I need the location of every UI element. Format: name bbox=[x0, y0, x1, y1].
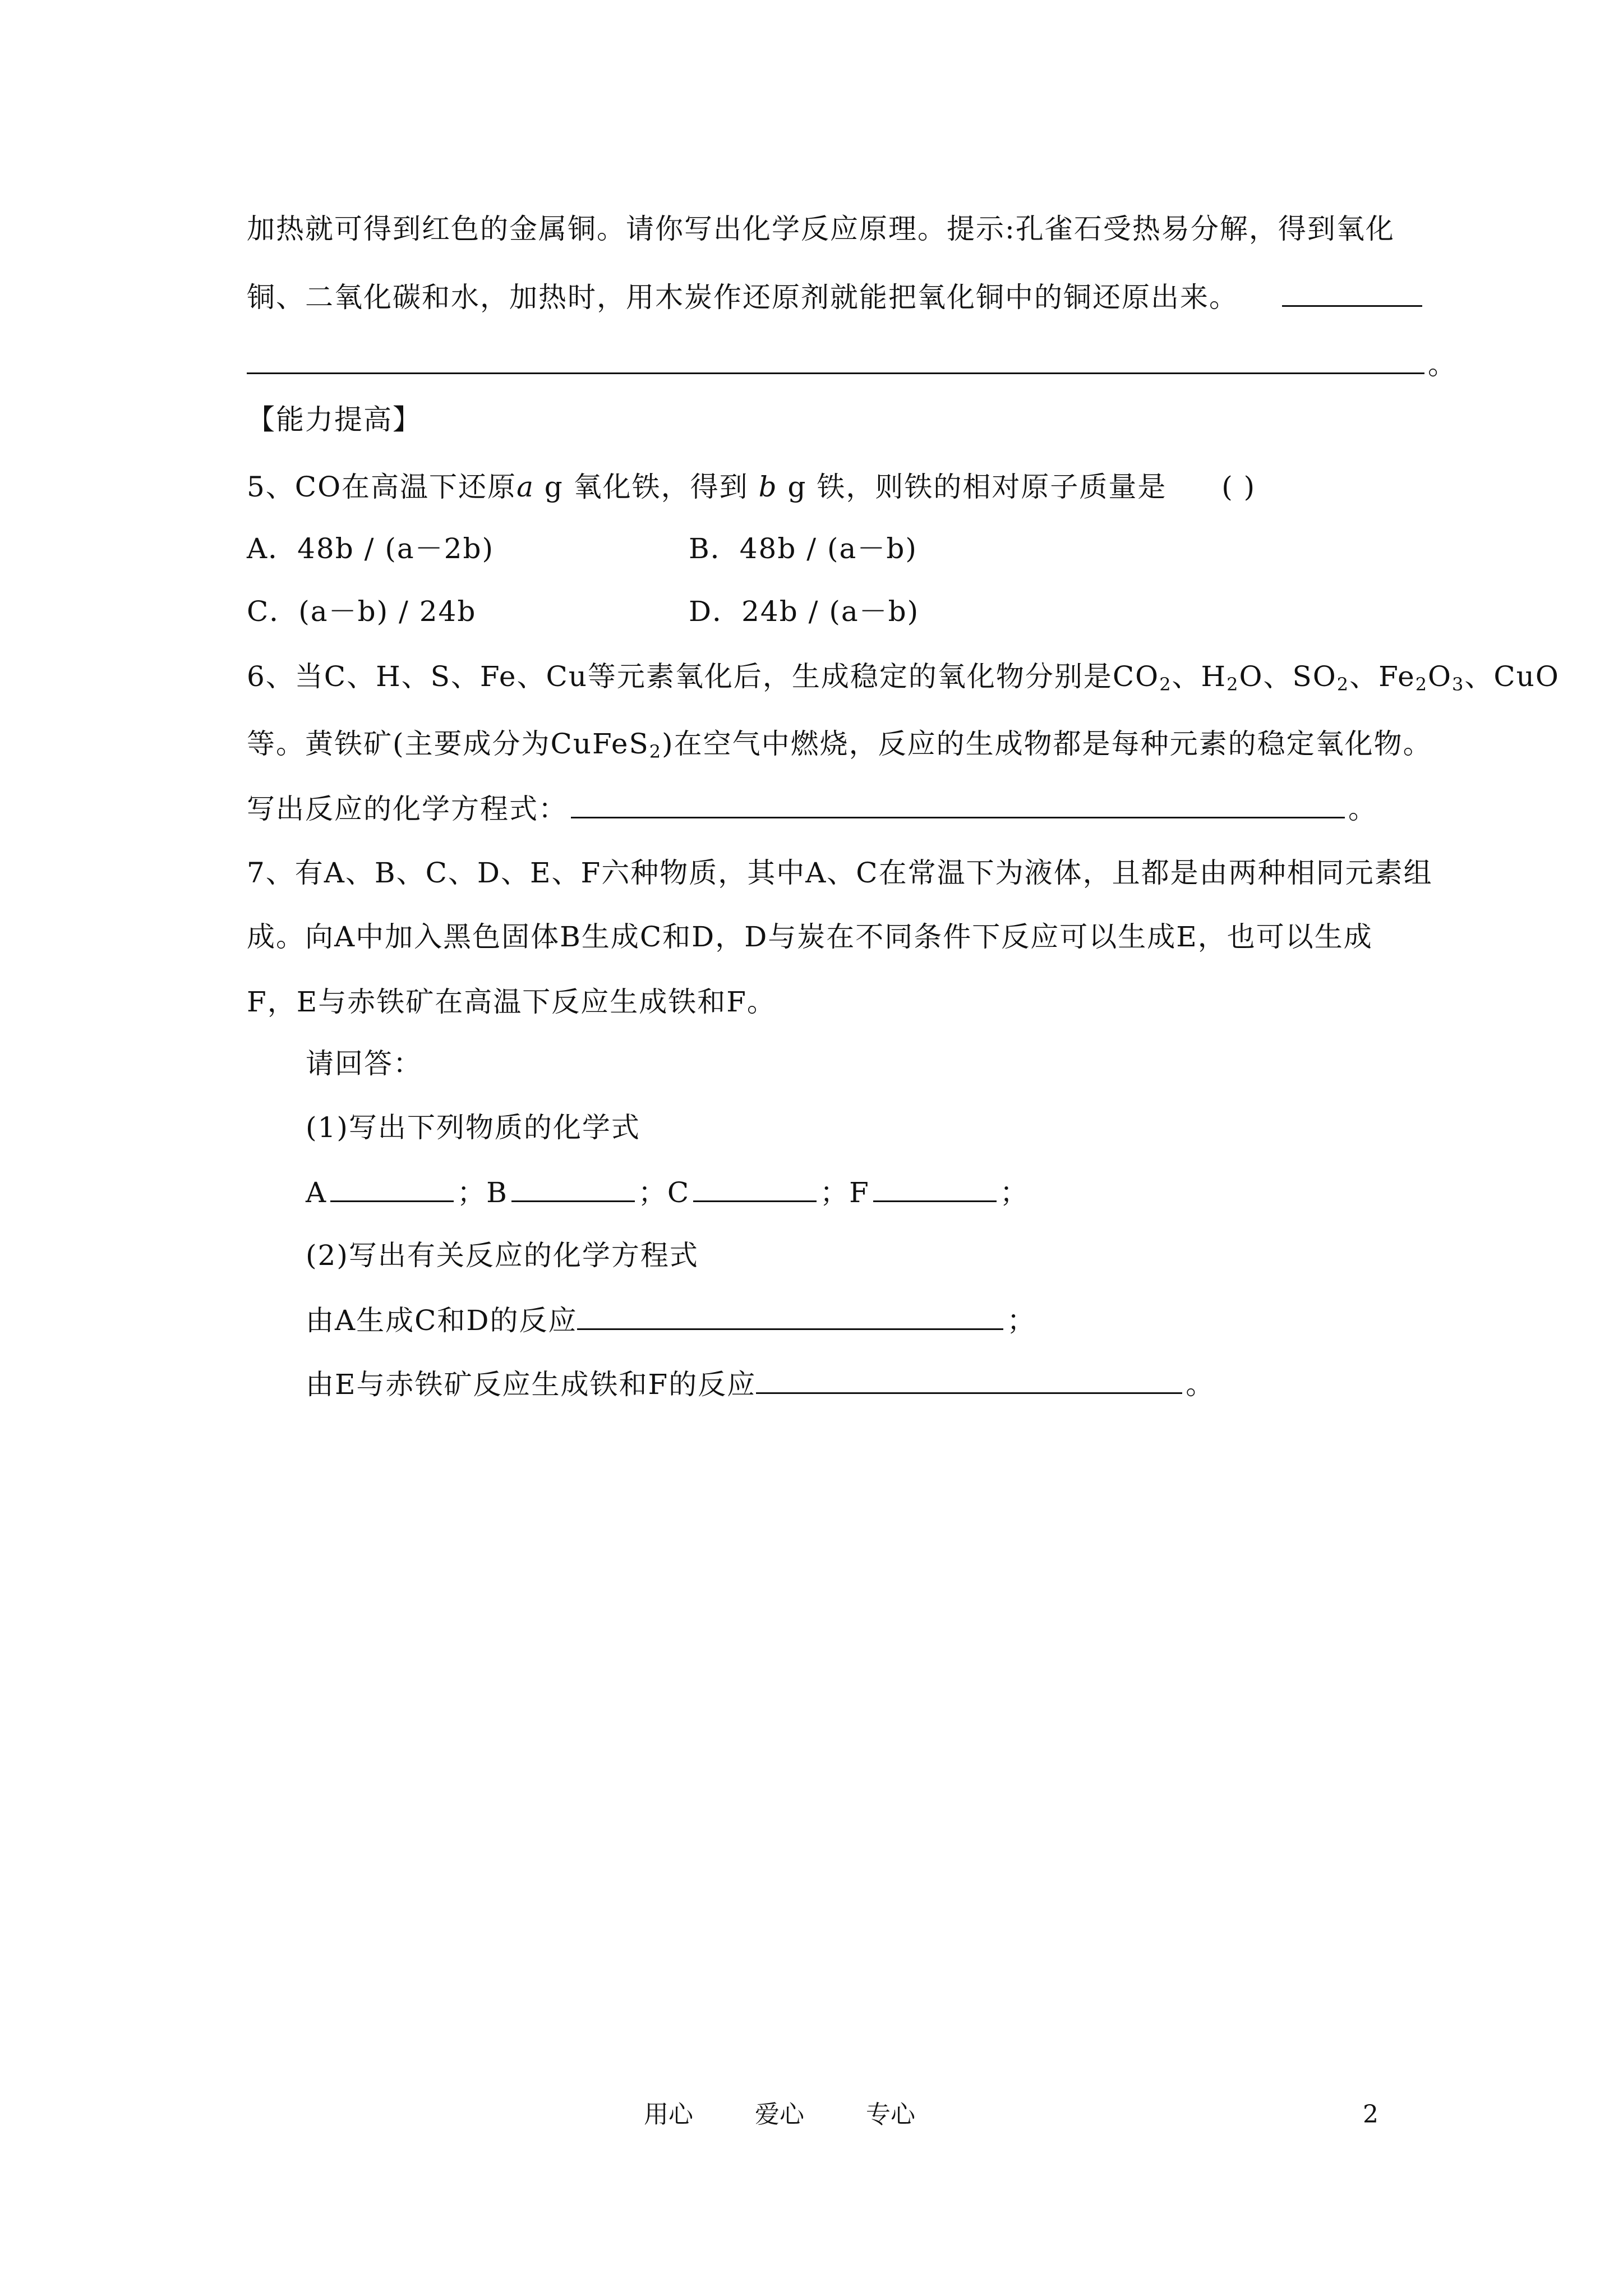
q6-fe-sub: 2 bbox=[1415, 674, 1428, 695]
q5-answer-paren[interactable]: ( ) bbox=[1221, 471, 1256, 503]
intro-end-mark: 。 bbox=[1428, 348, 1457, 381]
q7-eq2-blank[interactable] bbox=[756, 1366, 1182, 1394]
q7-subquestion-2: (2)写出有关反应的化学方程式 bbox=[306, 1239, 699, 1272]
q6-line-1 bbox=[247, 660, 1560, 693]
q7-ask: 请回答： bbox=[306, 1047, 422, 1080]
q6-cuo: 、CuO bbox=[1464, 660, 1560, 693]
q6-so2-sub: 2 bbox=[1336, 674, 1350, 695]
q6-cufes2-sub: 2 bbox=[649, 741, 662, 762]
q7-blank-f[interactable] bbox=[873, 1175, 997, 1202]
q7-eq2-end: 。 bbox=[1186, 1368, 1215, 1401]
footer-word-3: 专心 bbox=[866, 2100, 915, 2129]
q5-text-prefix: 5、CO在高温下还原 bbox=[247, 471, 517, 503]
q7-eq1-blank[interactable] bbox=[577, 1303, 1003, 1330]
q6-line-2 bbox=[247, 727, 1432, 761]
q6-line3-text: 写出反应的化学方程式： bbox=[247, 793, 568, 825]
intro-line-2 bbox=[247, 279, 1426, 314]
q7-semicolon: ； bbox=[999, 1176, 1029, 1209]
q6-end-mark: 。 bbox=[1348, 793, 1377, 825]
q5-option-c[interactable]: C．(a－b) / 24b bbox=[247, 595, 477, 628]
page-number: 2 bbox=[1363, 2100, 1378, 2129]
answer-blank-intro[interactable] bbox=[1282, 279, 1422, 307]
q7-line-3: F，E与赤铁矿在高温下反应生成铁和F。 bbox=[247, 986, 776, 1018]
q7-label-a: A bbox=[306, 1176, 328, 1209]
q7-blank-b[interactable] bbox=[511, 1175, 635, 1202]
q6-line2-pre: 等。黄铁矿(主要成分为CuFeS bbox=[247, 728, 649, 760]
q7-line-2: 成。向A中加入黑色固体B生成C和D，D与炭在不同条件下反应可以生成E，也可以生成 bbox=[247, 921, 1373, 953]
intro-line-1: 加热就可得到红色的金属铜。请你写出化学反应原理。提示:孔雀石受热易分解，得到氧化 bbox=[247, 213, 1395, 245]
q6-co2-sub: 2 bbox=[1159, 674, 1172, 695]
q7-subquestion-1: (1)写出下列物质的化学式 bbox=[306, 1111, 640, 1144]
q6-line1-text: 6、当C、H、S、Fe、Cu等元素氧化后，生成稳定的氧化物分别是CO bbox=[247, 660, 1160, 693]
q6-fe-pre: 、Fe bbox=[1349, 660, 1415, 693]
q5-text-mid1: g 氧化铁，得到 bbox=[534, 471, 759, 503]
q6-h2o-pre: 、H bbox=[1172, 660, 1227, 693]
q6-answer-blank[interactable] bbox=[571, 791, 1345, 818]
q6-o-pre: O bbox=[1428, 660, 1453, 693]
q5-option-a[interactable]: A．48b / (a－2b) bbox=[247, 532, 495, 565]
q5-var-b: b bbox=[758, 471, 778, 503]
q7-line-1: 7、有A、B、C、D、E、F六种物质，其中A、C在常温下为液体，且都是由两种相同元素组 bbox=[247, 857, 1433, 889]
q6-line-3 bbox=[247, 791, 1377, 826]
q6-h2o-sub: 2 bbox=[1227, 674, 1239, 695]
answer-blank-intro-cont[interactable] bbox=[247, 347, 1424, 374]
q6-o-sub: 3 bbox=[1452, 674, 1465, 695]
q6-h2o-post: O、SO bbox=[1239, 660, 1337, 693]
q7-label-f: ；F bbox=[820, 1176, 870, 1209]
q7-blank-a[interactable] bbox=[330, 1175, 454, 1202]
intro-line-2-text: 铜、二氧化碳和水，加热时，用木炭作还原剂就能把氧化铜中的铜还原出来。 bbox=[247, 281, 1238, 314]
intro-line-3 bbox=[247, 347, 1457, 381]
q7-blank-c[interactable] bbox=[693, 1175, 817, 1202]
q7-equation-1 bbox=[306, 1303, 1036, 1337]
q7-equation-2 bbox=[306, 1366, 1215, 1401]
footer-word-2: 爱心 bbox=[755, 2100, 804, 2129]
q5-option-b[interactable]: B．48b / (a－b) bbox=[689, 532, 917, 565]
q5-option-d[interactable]: D．24b / (a－b) bbox=[689, 595, 920, 628]
q5-text-mid2: g 铁，则铁的相对原子质量是 bbox=[777, 471, 1167, 503]
q7-label-b: ；B bbox=[457, 1176, 508, 1209]
q7-formula-blanks bbox=[306, 1175, 1029, 1209]
q5-var-a: a bbox=[517, 471, 534, 503]
question-5 bbox=[247, 470, 1256, 504]
q6-line2-post: )在空气中燃烧，反应的生成物都是每种元素的稳定氧化物。 bbox=[662, 728, 1432, 760]
footer-word-1: 用心 bbox=[644, 2100, 693, 2129]
q7-label-c: ；C bbox=[638, 1176, 690, 1209]
q7-eq1-end: ； bbox=[1007, 1304, 1036, 1337]
section-title: 【能力提高】 bbox=[247, 403, 422, 436]
q7-eq1-label: 由A生成C和D的反应 bbox=[306, 1304, 578, 1337]
q7-eq2-label: 由E与赤铁矿反应生成铁和F的反应 bbox=[306, 1368, 757, 1401]
